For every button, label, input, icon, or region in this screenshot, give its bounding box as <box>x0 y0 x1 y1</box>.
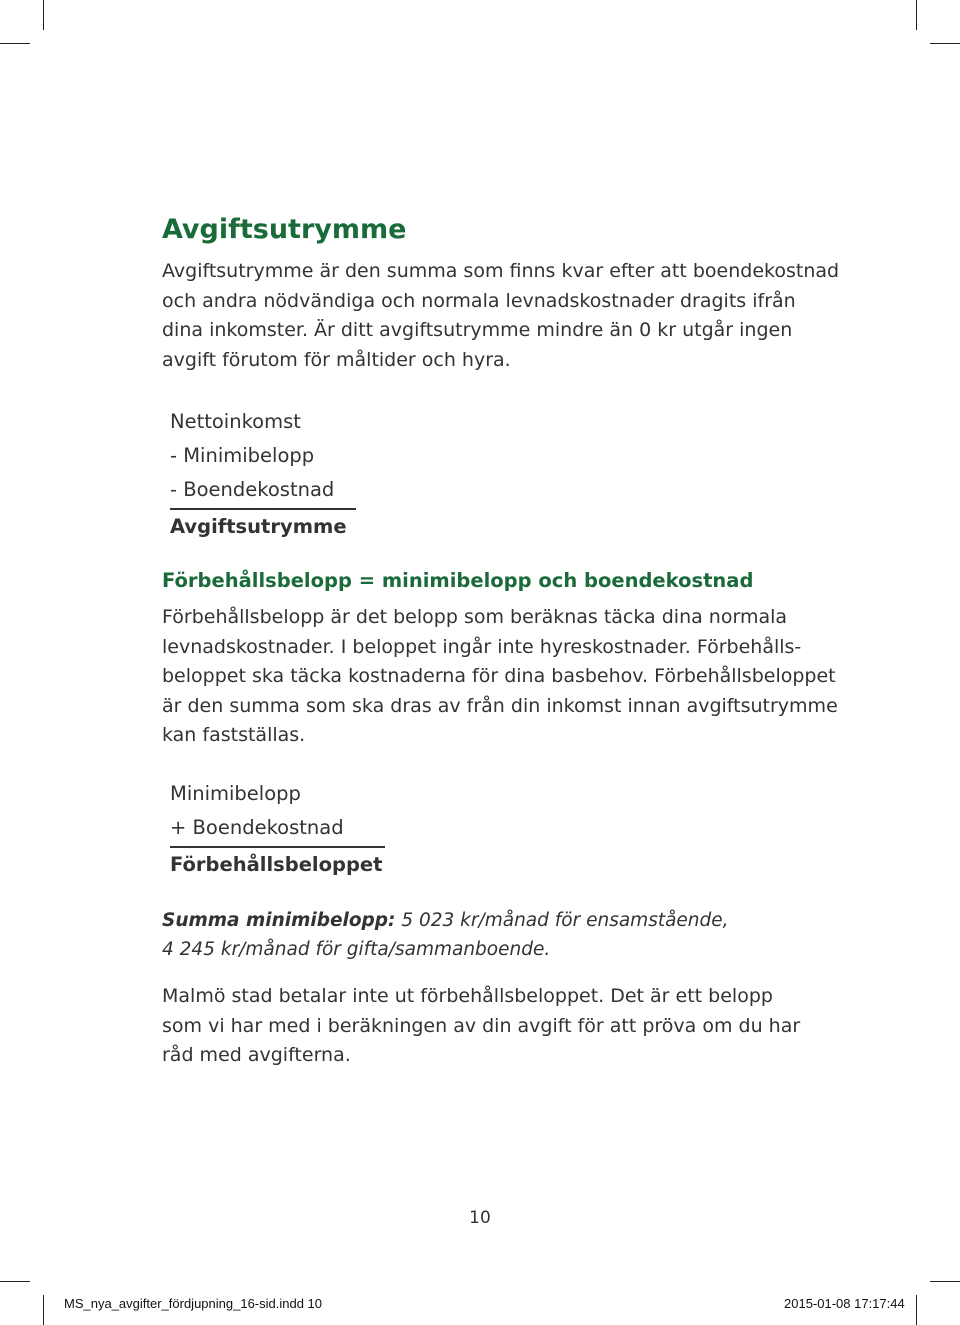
text-line: levnadskostnader. I beloppet ingår inte hyreskostnader. Förbehålls- <box>162 635 802 658</box>
text-line: som vi har med i beräkningen av din avgift för att pröva om du har <box>162 1014 801 1037</box>
minimibelopp-summary <box>162 906 729 964</box>
crop-mark <box>930 43 960 44</box>
text-line: beloppet ska täcka kostnaderna för dina basbehov. Förbehållsbeloppet <box>162 665 836 687</box>
calc-row: - Minimibelopp <box>170 444 315 467</box>
section-heading: Förbehållsbelopp = minimibelopp och boendekostnad <box>162 569 754 592</box>
forbehallsbelopp-calculation <box>170 777 385 882</box>
footer-timestamp: 2015-01-08 17:17:44 <box>784 1296 905 1311</box>
calc-row: Nettoinkomst <box>170 410 301 433</box>
text-line: dina inkomster. Är ditt avgiftsutrymme mindre än 0 kr utgår ingen <box>162 319 793 341</box>
crop-mark <box>0 43 30 44</box>
summary-line: 4 245 kr/månad för gifta/sammanboende. <box>162 939 551 960</box>
calc-total: Avgiftsutrymme <box>170 515 347 538</box>
calc-row: Minimibelopp <box>170 782 301 805</box>
crop-mark <box>0 1281 30 1282</box>
crop-mark <box>43 1295 44 1325</box>
crop-mark <box>916 0 917 30</box>
footer-filename: MS_nya_avgifter_fördjupning_16-sid.indd 10 <box>64 1296 323 1311</box>
page-title: Avgiftsutrymme <box>162 214 407 245</box>
calc-total: Förbehållsbeloppet <box>170 853 383 876</box>
text-line: är den summa som ska dras av från din inkomst innan avgiftsutrymme <box>162 694 838 717</box>
text-line: råd med avgifterna. <box>162 1044 351 1066</box>
crop-mark <box>916 1295 917 1325</box>
text-line: Malmö stad betalar inte ut förbehållsbeloppet. Det är ett belopp <box>162 985 773 1007</box>
calc-row: - Boendekostnad <box>170 478 335 501</box>
intro-paragraph <box>162 257 840 375</box>
crop-mark <box>43 0 44 30</box>
summary-label: Summa minimibelopp: <box>162 910 396 931</box>
calc-row: + Boendekostnad <box>170 816 344 839</box>
text-line: Förbehållsbelopp är det belopp som beräknas täcka dina normala <box>162 606 788 628</box>
avgiftsutrymme-calculation <box>170 405 356 544</box>
text-line: och andra nödvändiga och normala levnadskostnader dragits ifrån <box>162 289 796 312</box>
text-line: Avgiftsutrymme är den summa som finns kvar efter att boendekostnad <box>162 260 840 282</box>
closing-paragraph <box>162 982 802 1071</box>
page-number: 10 <box>469 1208 491 1228</box>
crop-mark <box>930 1281 960 1282</box>
text-line: avgift förutom för måltider och hyra. <box>162 348 511 371</box>
summary-line <box>162 906 729 935</box>
summary-value: 5 023 kr/månad för ensamstående, <box>395 910 729 931</box>
body-paragraph <box>162 603 838 751</box>
text-line: kan fastställas. <box>162 724 306 746</box>
